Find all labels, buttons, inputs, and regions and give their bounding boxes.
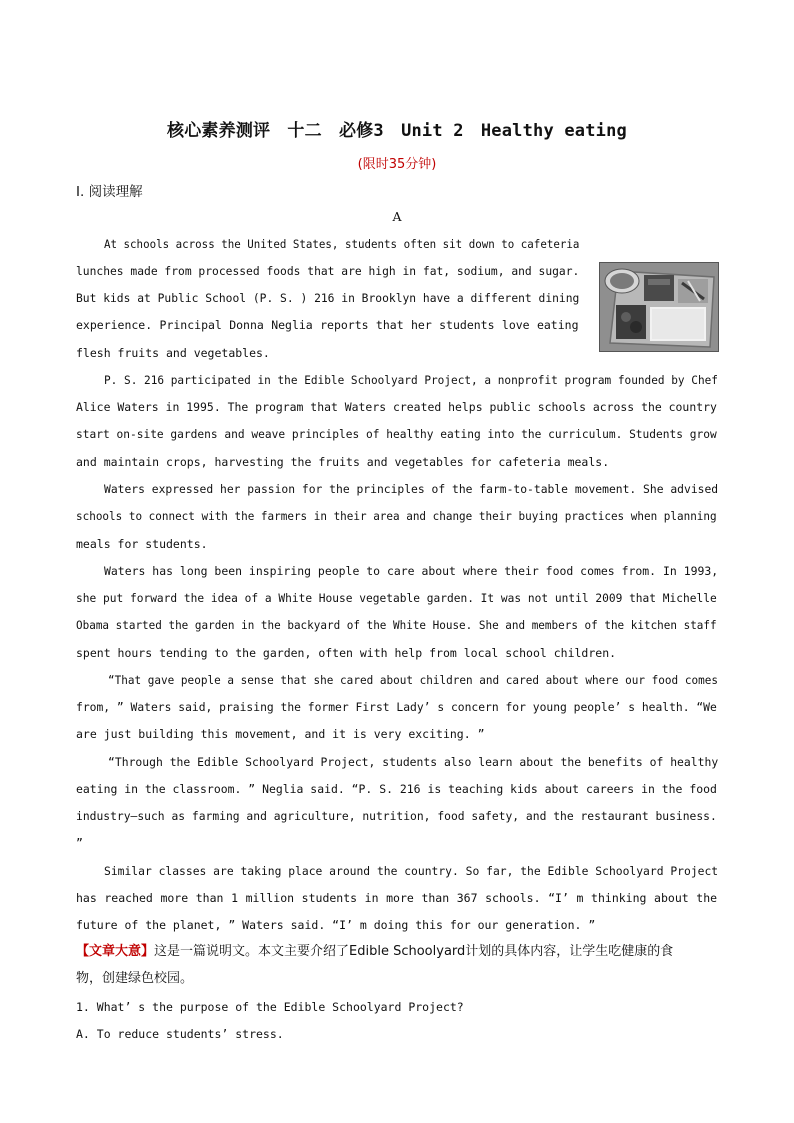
passage-line: Similar classes are taking place around the country. So far, the Edible Schoolyard Project xyxy=(104,864,719,878)
passage-line: P. S. 216 participated in the Edible Schoolyard Project, a nonprofit program founded by Chef xyxy=(104,373,718,387)
passage-line: lunches made from processed foods that are high in fat, sodium, and sugar. xyxy=(76,264,580,278)
passage-line: experience. Principal Donna Neglia reports that her students love eating xyxy=(76,318,579,332)
passage-line: from, ” Waters said, praising the former First Lady’ s concern for young people’ s health. “We xyxy=(76,700,717,714)
cafeteria-tray-photo xyxy=(599,262,719,352)
passage-line: schools to connect with the farmers in their area and change their buying practices when planning xyxy=(76,509,717,523)
passage-line: But kids at Public School (P. S. ) 216 in Brooklyn have a different dining xyxy=(76,291,580,305)
passage-line: eating in the classroom. ” Neglia said. “P. S. 216 is teaching kids about careers in the food xyxy=(76,782,717,796)
passage-line: start on-site gardens and weave principles of healthy eating into the curriculum. Students grow xyxy=(76,427,717,441)
passage-letter: A xyxy=(392,209,402,224)
passage-line: meals for students. xyxy=(76,537,208,551)
summary-line-1 xyxy=(76,944,673,960)
summary-text-1: 这是一篇说明文。本文主要介绍了Edible Schoolyard计划的具体内容，让学生吃健康的食 xyxy=(154,944,674,959)
passage-line: are just building this movement, and it is very exciting. ” xyxy=(76,727,485,741)
passage-line: has reached more than 1 million students in more than 367 schools. “I’ m thinking about the xyxy=(76,891,718,905)
time-limit: (限时35分钟) xyxy=(357,157,437,172)
summary-label: 【文章大意】 xyxy=(76,944,155,959)
tray-illustration-icon xyxy=(600,263,718,351)
section-heading: Ⅰ. 阅读理解 xyxy=(76,184,143,200)
question-stem: 1. What’ s the purpose of the Edible Schoolyard Project? xyxy=(76,1000,464,1014)
page-title: 核心素养测评 十二 必修3 Unit 2 Healthy eating xyxy=(167,121,627,141)
passage-line: ” xyxy=(76,836,83,850)
passage-line: future of the planet, ” Waters said. “I’ m doing this for our generation. ” xyxy=(76,918,596,932)
passage-line: Obama started the garden in the backyard of the White House. She and members of the kitchen staff xyxy=(76,618,717,632)
passage-line: Alice Waters in 1995. The program that Waters created helps public schools across the country xyxy=(76,400,717,414)
passage-line: Waters has long been inspiring people to care about where their food comes from. In 1993, xyxy=(104,564,719,578)
summary-line-2: 物，创建绿色校园。 xyxy=(76,971,194,986)
passage-line: “Through the Edible Schoolyard Project, students also learn about the benefits of healthy xyxy=(108,755,719,769)
passage-line: she put forward the idea of a White House vegetable garden. It was not until 2009 that Michelle xyxy=(76,591,717,605)
option-a: A. To reduce students’ stress. xyxy=(76,1027,284,1041)
passage-line: At schools across the United States, students often sit down to cafeteria xyxy=(104,237,580,251)
passage-line: and maintain crops, harvesting the fruits and vegetables for cafeteria meals. xyxy=(76,455,610,469)
passage-line: industry—such as farming and agriculture, nutrition, food safety, and the restaurant business. xyxy=(76,809,717,823)
passage-line: spent hours tending to the garden, often with help from local school children. xyxy=(76,646,617,660)
passage-line: Waters expressed her passion for the principles of the farm-to-table movement. She advised xyxy=(104,482,719,496)
passage-line: “That gave people a sense that she cared about children and cared about where our food comes xyxy=(108,673,718,687)
passage-line: flesh fruits and vegetables. xyxy=(76,346,270,360)
